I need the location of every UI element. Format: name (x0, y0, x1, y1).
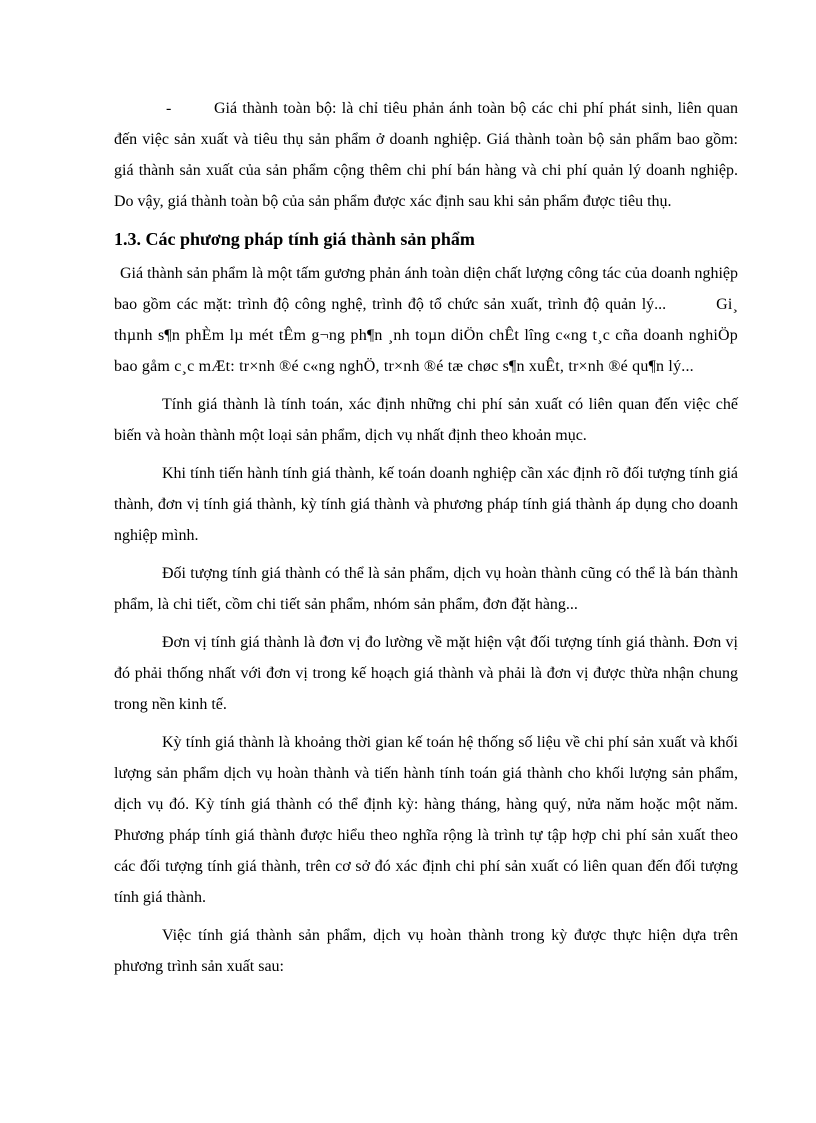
body-paragraph: Tính giá thành là tính toán, xác định những chi phí sản xuất có liên quan đến việc chế biến và hoàn thành một loại sản phẩm, dịch vụ nhất định theo khoản mục. (114, 396, 738, 444)
body-paragraph: Khi tính tiến hành tính giá thành, kế toán doanh nghiệp cần xác định rõ đối tượng tính giá thành, đơn vị tính giá thành, kỳ tính giá thành và phương pháp tính giá thành áp dụng cho doanh nghiệp mình. (114, 465, 738, 544)
bullet-dash: - (166, 100, 172, 117)
body-paragraph: Đối tượng tính giá thành có thể là sản phẩm, dịch vụ hoàn thành cũng có thể là bán thành phẩm, là chi tiết, cồm chi tiết sản phẩm, nhóm sản phẩm, đơn đặt hàng... (114, 565, 738, 613)
intro-paragraph (114, 258, 738, 382)
intro-text: Giá thành sản phẩm là một tấm gương phản ánh toàn diện chất lượng công tác của doanh nghiệp bao gồm các mặt: trình độ công nghệ, trình độ tổ chức sản xuất, trình độ quản lý... (114, 265, 738, 313)
intro-garbled-text: Gi¸ thµnh s¶n phÈm lµ mét tÊm g¬ng ph¶n ¸nh toµn diÖn chÊt lîng c«ng t¸c cña doanh nghiÖp bao gåm c¸c mÆt: tr×nh ®é c«ng nghÖ, tr×nh ®é tæ chøc s¶n xuÊt, tr×nh ®é qu¶n lý... (114, 296, 739, 375)
section-heading: 1.3. Các phương pháp tính giá thành sản phẩm (114, 229, 475, 249)
body-paragraph: Kỳ tính giá thành là khoảng thời gian kế toán hệ thống số liệu về chi phí sản xuất và khối lượng sản phẩm dịch vụ hoàn thành và tiến hành tính toán giá thành cho khối lượng sản phẩm, dịch vụ đó. Kỳ tính giá thành có thể định kỳ: hàng tháng, hàng quý, nửa năm hoặc một năm. Phương pháp tính giá thành được hiểu theo nghĩa rộng là trình tự tập hợp chi phí sản xuất theo các đối tượng tính giá thành, trên cơ sở đó xác định chi phí sản xuất có liên quan đến đối tượng tính giá thành. (114, 734, 738, 906)
bullet-text: Giá thành toàn bộ: là chỉ tiêu phản ánh toàn bộ các chi phí phát sinh, liên quan đến việc sản xuất và tiêu thụ sản phẩm ở doanh nghiệp. Giá thành toàn bộ sản phẩm bao gồm: giá thành sản xuất của sản phẩm cộng thêm chi phí bán hàng và chi phí quản lý doanh nghiệp. Do vậy, giá thành toàn bộ của sản phẩm được xác định sau khi sản phẩm được tiêu thụ. (114, 100, 738, 210)
bullet-paragraph (114, 93, 738, 217)
body-paragraph: Đơn vị tính giá thành là đơn vị đo lường về mặt hiện vật đối tượng tính giá thành. Đơn vị đó phải thống nhất với đơn vị trong kế hoạch giá thành và phải là đơn vị được thừa nhận chung trong nền kinh tế. (114, 634, 738, 713)
document-page (114, 93, 738, 989)
body-paragraph: Việc tính giá thành sản phẩm, dịch vụ hoàn thành trong kỳ được thực hiện dựa trên phương trình sản xuất sau: (114, 927, 738, 975)
